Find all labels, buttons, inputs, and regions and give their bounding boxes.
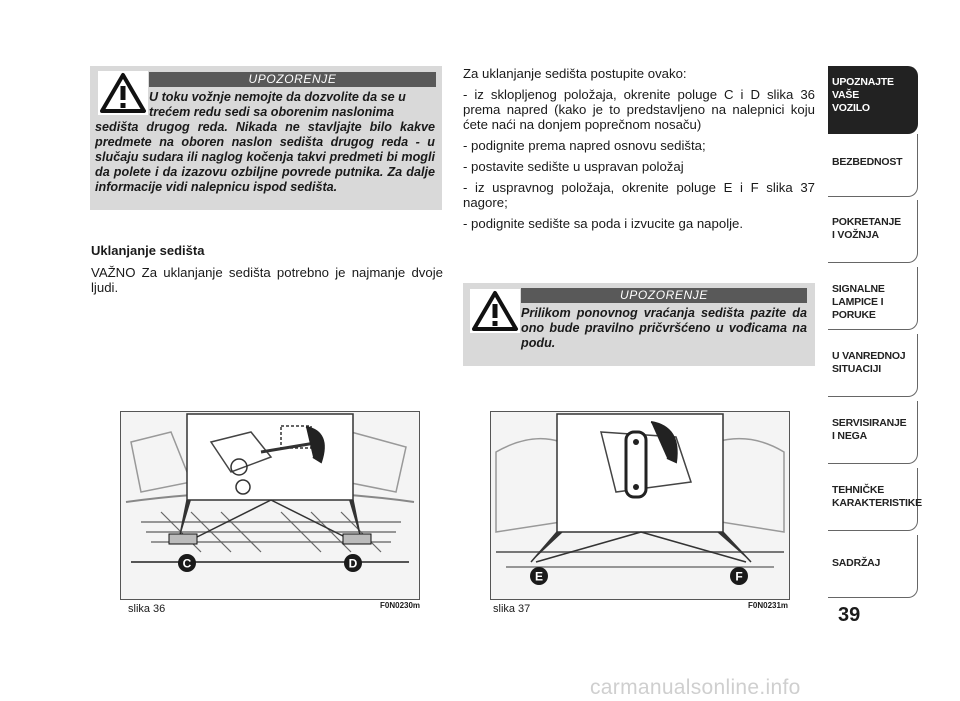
procedure-step: - postavite sedište u uspravan položaj [463, 159, 684, 174]
figure-36 [120, 411, 420, 600]
tab-bezbednost[interactable]: BEZBEDNOST [828, 134, 918, 197]
page-number: 39 [838, 604, 861, 626]
warning-box-top [90, 66, 442, 210]
lever-label-e: E [534, 569, 544, 584]
warning-title: UPOZORENJE [149, 72, 436, 87]
figure-caption: slika 37 [493, 603, 531, 615]
watermark: carmanualsonline.info [590, 676, 801, 699]
lever-label-f: F [735, 569, 743, 584]
warning-title: UPOZORENJE [521, 288, 807, 303]
figure-37 [490, 411, 790, 600]
procedure-step: - iz uspravnog položaja, okrenite poluge E i F slika 37 nagore; [463, 180, 815, 210]
figure-code: F0N0230m [380, 601, 421, 610]
warning-text: Prilikom ponovnog vraćanja sedišta pazite da ono bude pravilno pričvršćeno u vođicama na podu. [521, 306, 807, 350]
section-heading: Uklanjanje sedišta [91, 243, 205, 258]
procedure-step: - podignite prema napred osnovu sedišta; [463, 138, 706, 153]
procedure-text [463, 66, 815, 237]
warning-box-right [463, 283, 815, 366]
procedure-intro: Za uklanjanje sedišta postupite ovako: [463, 66, 687, 81]
tab-u-vanrednoj-situaciji[interactable]: U VANREDNOJ SITUACIJI [828, 334, 918, 397]
warning-text-line1: U toku vožnje nemojte da dozvolite da se u [149, 90, 406, 104]
procedure-step: - iz sklopljenog položaja, okrenite poluge C i D slika 36 prema napred (kako je to predstavljeno na nalepnici koju ćete naći na donjem poprečnom nosaču) [463, 87, 815, 132]
procedure-step: - podignite sedište sa poda i izvucite ga napolje. [463, 216, 744, 231]
warning-triangle-icon [98, 71, 148, 115]
tab-servisiranje-i-nega[interactable]: SERVISIRANJE I NEGA [828, 401, 918, 464]
lever-label-d: D [348, 556, 358, 571]
warning-text-line2: trećem redu sedi sa oborenim naslonima [149, 105, 394, 119]
tab-tehnicke-karakteristike[interactable]: TEHNIČKE KARAKTERISTIKE [828, 468, 918, 531]
tab-upoznajte-vase-vozilo[interactable]: UPOZNAJTE VAŠE VOZILO [828, 66, 918, 134]
seat-lever-illustration [491, 412, 789, 599]
figure-caption: slika 36 [128, 603, 166, 615]
figure-code: F0N0231m [748, 601, 789, 610]
seat-lever-illustration [121, 412, 419, 599]
warning-text-body: sedišta drugog reda. Nikada ne stavljajte bilo kakve predmete na oboren naslon sedišta drugog reda - u slučaju sudara ili naglog kočenja takvi predmeti bi mogli da polete i da izazovu ozbiljne povrede putnika. Za dalje informacije vidi nalepnicu ispod sedišta. [95, 120, 435, 194]
lever-label-c: C [182, 556, 192, 571]
tab-sadrzaj[interactable]: SADRŽAJ [828, 535, 918, 598]
tab-pokretanje-i-voznja[interactable]: POKRETANJE I VOŽNJA [828, 200, 918, 263]
warning-triangle-icon [470, 289, 520, 333]
tab-signalne-lampice[interactable]: SIGNALNE LAMPICE I PORUKE [828, 267, 918, 330]
important-note: VAŽNO Za uklanjanje sedišta potrebno je najmanje dvoje ljudi. [91, 265, 443, 295]
